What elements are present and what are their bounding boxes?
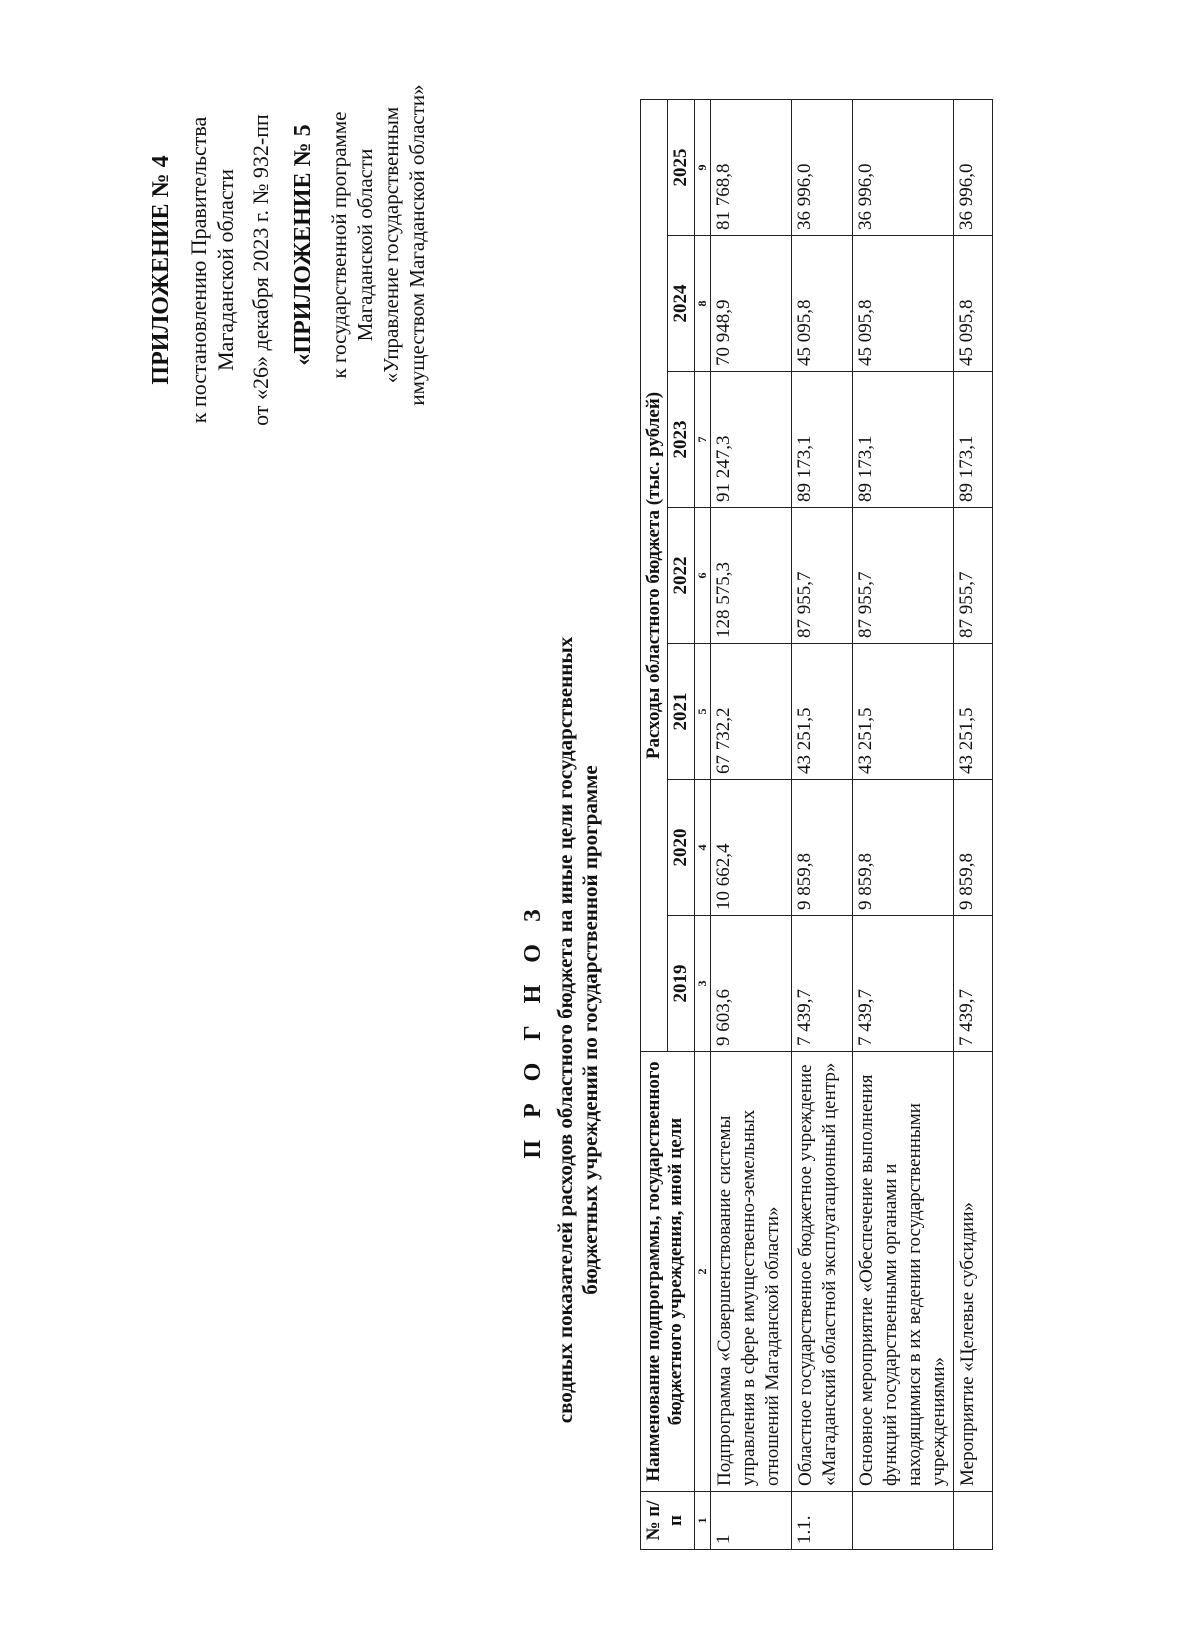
column-index: 1	[695, 1492, 711, 1550]
table-row	[853, 99, 954, 1549]
document-subtitle: сводных показателей расходов областного бюджета на иные цели государственных	[553, 636, 577, 1424]
col-header-year: 2019	[668, 916, 695, 1052]
value-cell: 43 251,5	[853, 644, 954, 780]
appendix-4-title: ПРИЛОЖЕНИЕ № 4	[148, 155, 174, 385]
row-name: Мероприятие «Целевые субсидии»	[954, 1052, 993, 1492]
document-title: П Р О Г Н О З	[520, 901, 546, 1159]
value-cell: 89 173,1	[853, 372, 954, 508]
table-row	[711, 99, 792, 1549]
value-cell: 36 996,0	[792, 99, 853, 235]
column-index-row	[695, 99, 711, 1549]
appendix-5-line: к государственной программе	[327, 111, 351, 379]
document-title-block	[520, 470, 603, 1590]
value-cell: 67 732,2	[711, 644, 792, 780]
column-index: 7	[695, 372, 711, 508]
value-cell: 7 439,7	[792, 916, 853, 1052]
value-cell: 87 955,7	[954, 508, 993, 644]
appendix-4-line: Магаданской области	[213, 169, 238, 371]
value-cell: 89 173,1	[792, 372, 853, 508]
appendix-5-line: имуществом Магаданской области»	[405, 84, 429, 406]
col-header-year: 2022	[668, 508, 695, 644]
value-cell: 9 603,6	[711, 916, 792, 1052]
col-header-name: Наименование подпрограммы, государственного бюджетного учреждения, иной цели	[641, 1052, 695, 1492]
budget-forecast-table	[640, 99, 993, 1550]
col-header-expenses: Расходы областного бюджета (тыс. рублей)	[641, 99, 668, 1051]
table-row	[954, 99, 993, 1549]
value-cell: 128 575,3	[711, 508, 792, 644]
value-cell: 43 251,5	[954, 644, 993, 780]
value-cell: 91 247,3	[711, 372, 792, 508]
value-cell: 70 948,9	[711, 236, 792, 372]
row-name: Основное мероприятие «Обеспечение выполнения функций государственными органами и находящимися в их ведении государственными учреждениями»	[853, 1052, 954, 1492]
value-cell: 43 251,5	[792, 644, 853, 780]
row-number	[853, 1492, 954, 1550]
appendix-4-header	[148, 90, 274, 450]
value-cell: 45 095,8	[853, 236, 954, 372]
appendix-5-line: «Управление государственным	[379, 106, 403, 384]
rotated-page-content	[40, 70, 1100, 1590]
col-header-year: 2023	[668, 372, 695, 508]
appendix-5-header	[290, 70, 430, 420]
appendix-5-line: Магаданской области	[353, 148, 377, 342]
table-row	[792, 99, 853, 1549]
appendix-5-title: «ПРИЛОЖЕНИЕ № 5	[290, 124, 316, 366]
value-cell: 7 439,7	[853, 916, 954, 1052]
row-name: Областное государственное бюджетное учреждение «Магаданский областной эксплуатационный центр»	[792, 1052, 853, 1492]
row-number	[954, 1492, 993, 1550]
column-index: 5	[695, 644, 711, 780]
col-header-year: 2024	[668, 236, 695, 372]
value-cell: 9 859,8	[853, 780, 954, 916]
value-cell: 7 439,7	[954, 916, 993, 1052]
col-header-num: № п/п	[641, 1492, 695, 1550]
col-header-year: 2025	[668, 99, 695, 235]
column-index: 4	[695, 780, 711, 916]
appendix-4-date: от «26» декабря 2023 г. № 932-пп	[248, 114, 273, 426]
value-cell: 10 662,4	[711, 780, 792, 916]
value-cell: 9 859,8	[954, 780, 993, 916]
row-name: Подпрограмма «Совершенствование системы управления в сфере имущественно-земельных отношений Магаданской области»	[711, 1052, 792, 1492]
value-cell: 89 173,1	[954, 372, 993, 508]
value-cell: 36 996,0	[954, 99, 993, 235]
row-number: 1	[711, 1492, 792, 1550]
col-header-year: 2020	[668, 780, 695, 916]
column-index: 2	[695, 1052, 711, 1492]
row-number: 1.1.	[792, 1492, 853, 1550]
value-cell: 87 955,7	[853, 508, 954, 644]
document-subtitle: бюджетных учреждений по государственной программе	[578, 765, 602, 1295]
appendix-4-line: к постановлению Правительства	[186, 116, 211, 424]
value-cell: 87 955,7	[792, 508, 853, 644]
value-cell: 9 859,8	[792, 780, 853, 916]
value-cell: 81 768,8	[711, 99, 792, 235]
column-index: 6	[695, 508, 711, 644]
column-index: 8	[695, 236, 711, 372]
col-header-year: 2021	[668, 644, 695, 780]
value-cell: 45 095,8	[792, 236, 853, 372]
column-index: 3	[695, 916, 711, 1052]
column-index: 9	[695, 99, 711, 235]
value-cell: 36 996,0	[853, 99, 954, 235]
value-cell: 45 095,8	[954, 236, 993, 372]
